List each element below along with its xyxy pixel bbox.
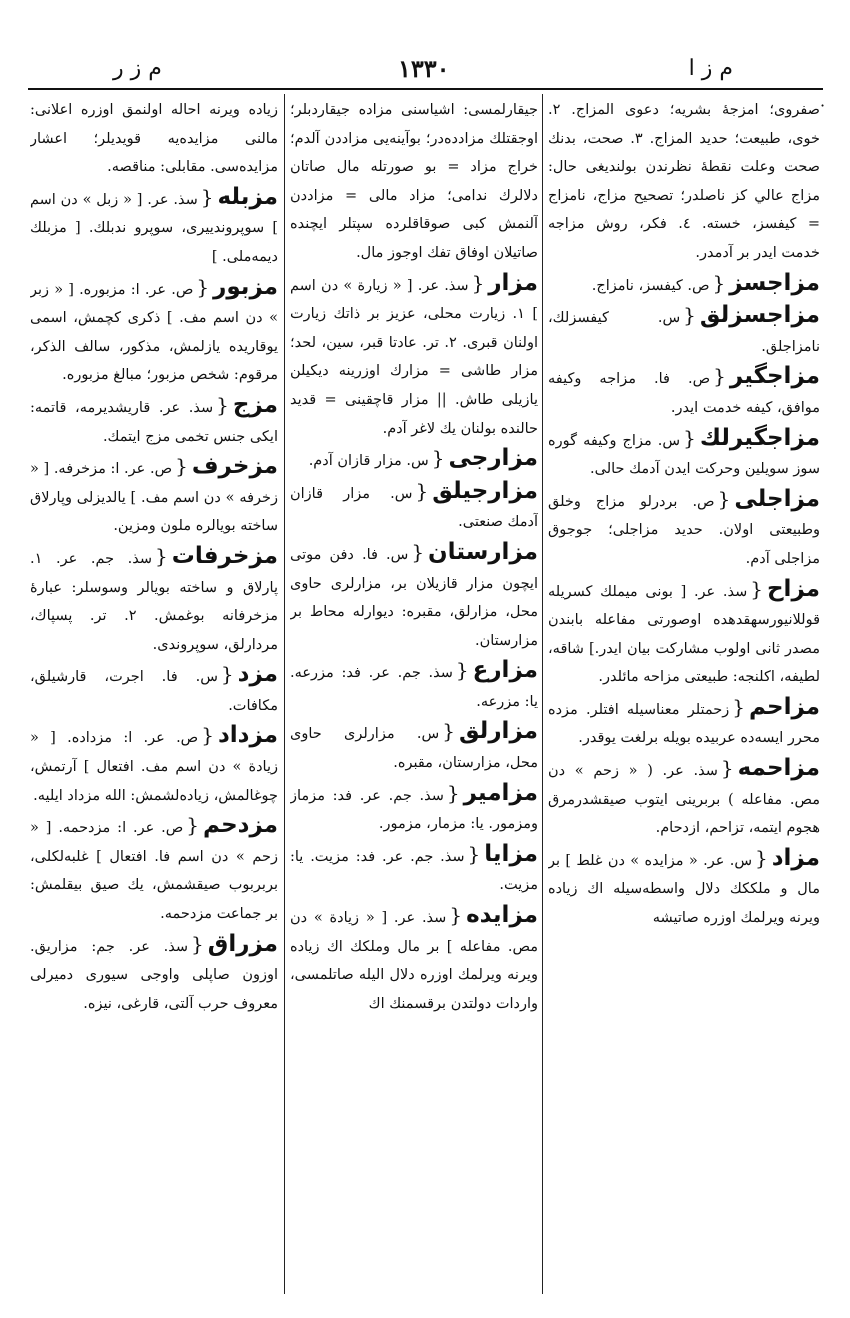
dictionary-entry [290, 269, 538, 444]
entry-definition: سذ. جم. عر. فد: مزيت. يا: مزيت. [290, 848, 538, 894]
entry-headword: مزاجگيرلك [699, 424, 820, 451]
page-header [28, 52, 823, 88]
entry-definition: سذ. عر. [ « زبل » دن اسم ] سوپروندييرى، سوپرو ندبلك. [ مزبلك ديمه‌ملى. ] [30, 191, 278, 265]
entry-definition: ص. بردرلو مزاج وخلق وطبيعتى اولان. حديد مزاجلى؛ جوجوق مزاجلى آدم. [548, 493, 820, 567]
entry-headword: مزارع [472, 657, 538, 684]
brace-mark: { [755, 845, 768, 870]
dictionary-entry [30, 452, 278, 541]
dictionary-entry [548, 575, 820, 692]
brace-mark: { [683, 303, 696, 328]
brace-mark: { [216, 392, 229, 417]
dictionary-entry [30, 811, 278, 928]
entry-headword: مزاح [766, 575, 820, 602]
brace-mark: { [175, 454, 188, 479]
dictionary-entry [548, 485, 820, 574]
dictionary-entry [30, 930, 278, 1019]
entry-headword: مزارجى [448, 445, 538, 472]
entry-definition: سذ. عر. قاريشديرمه، قاتمه: ايكى جنس تخمى مزج ايتمك. [30, 399, 278, 445]
brace-mark: { [411, 539, 425, 564]
entry-definition: س. مزار قازان آدمك صنعتى. [290, 485, 538, 531]
page-number: ١٣٣٠ [398, 54, 450, 83]
entry-headword: مزايا [484, 840, 538, 867]
entry-definition: ص. كيفسز، نامزاج. [591, 277, 710, 294]
entry-definition: س. مزاج وكيفه گوره سوز سويلين وحركت ايدن آدمك حالى. [548, 432, 820, 478]
brace-mark: { [186, 813, 200, 838]
dictionary-entry [548, 693, 820, 753]
header-rule [28, 88, 823, 90]
brace-mark: { [471, 270, 485, 295]
entry-definition: سذ. عر. [ بونى ميملك كسريله قوللانيورسهقدهده اوصورتى مفاعله بابندن مصدر ثانى اولوب مشاركت بيان ايدر.] شاقه، لطيفه، اكلنجه: طبيعتى مزاحه مائلدر. [548, 583, 820, 686]
brace-mark: { [220, 662, 234, 687]
entry-headword: مزد [237, 661, 278, 688]
brace-mark: { [712, 270, 726, 295]
column-divider [284, 94, 285, 1294]
brace-mark: { [155, 543, 168, 568]
dictionary-entry [548, 269, 820, 301]
entry-headword: مزارجيلق [432, 477, 538, 504]
dictionary-entry [548, 844, 820, 933]
dictionary-entry [30, 391, 278, 451]
entry-definition: زحمتلر معناسيله افتلر. مزده محرر ايسه‌ده عربيده بويله برلغت يوقدر. [548, 701, 820, 747]
entry-headword: مزراق [207, 930, 278, 957]
entry-definition: سذ. عر. [ « زيارة » دن اسم ] ١. زيارت محلى، عزيز بر ذاتك زيارت اولنان قبرى. ٢. تر. عادتا قبر، سين، لحد؛ مزار طاشى = مزارك اوزرينه ديكيلن يازيلى طاش. || مزار قاچقينى = قديد حالنده بولنان يك لاغر آدم. [290, 277, 538, 437]
brace-mark: { [442, 719, 455, 744]
entry-definition: سذ. جم. عر. فد: مزماز ومزمور. يا: مزمار، مزمور. [290, 787, 538, 833]
dictionary-entry [290, 444, 538, 476]
brace-mark: { [191, 931, 204, 956]
dictionary-column-right [548, 96, 820, 1306]
entry-definition: ص. عر. ا: مزداده. [ « زيادة » دن اسم مف. افتعال ] آرتمش، چوغالمش، زياده‌لشمش: الله مزداد ايليه. [30, 730, 278, 804]
dictionary-entry [30, 183, 278, 272]
entry-definition: س. مزارلرى حاوى محل، مزارستان، مقبره. [290, 726, 538, 772]
entry-headword: مزخرفات [171, 542, 278, 569]
entry-headword: مزاجلى [734, 485, 820, 512]
dictionary-entry [290, 717, 538, 777]
entry-headword: مزج [232, 391, 278, 418]
brace-mark: { [455, 658, 469, 683]
brace-mark: { [713, 364, 726, 389]
dictionary-entry [290, 840, 538, 900]
dictionary-entry [30, 542, 278, 659]
entry-definition: س. فا. اجرت، قارشيلق، مكافات. [30, 669, 278, 714]
dictionary-entry [30, 273, 278, 390]
header-left-letters: م ز ر [113, 56, 162, 81]
entry-definition: جيقارلمسى: اشياسنى مزاده جيقاردبلر؛ اوجقتلك مزادده‌در؛ بوآينه‌يى مزاددن آلدم؛ خراج مزاد = بو صورتله مال صاتان دلالرك ندامى؛ مزاد مالى = مزاددن آلنمش كبى صوقاقلرده سپتلر ايچنده صاتيلان اوفاق تفك اوجوز مال. [290, 102, 538, 261]
entry-definition: س. فا. دفن موتى ايچون مزار قازيلان بر، مزارلرى حاوى محل، مزارلق، مقبره: ديوارله محاط بر مزارستان. [290, 546, 538, 649]
entry-headword: مزاد [771, 844, 820, 871]
brace-mark: { [446, 780, 460, 805]
brace-mark: { [683, 425, 696, 450]
dictionary-entry [548, 754, 820, 843]
entry-definition: سذ. جم. عر. ١. پارلاق و ساخته بويالر وسوسلر: عبارهٔ مزخرفانه بوغمش. ٢. تر. پسپاك، مردارلق، سوپروندى. [30, 550, 278, 653]
entry-headword: مزامير [463, 779, 538, 806]
dictionary-entry [290, 538, 538, 655]
entry-headword: مزارلق [458, 718, 538, 745]
brace-mark: { [467, 841, 481, 866]
entry-definition: زياده ويرنه احاله اولنمق اوزره اعلانى: مالنى مزايده‌يه قويديلر؛ اعشار مزايده‌سى. مقابلى: مناقصه. [30, 102, 278, 176]
entry-definition: سذ. عر. ( « زحم » دن مص. مفاعله ) بربرينى ايتوب صيقشدرمرق هجوم ايتمه، تزاحم، ازدحام. [548, 763, 820, 837]
brace-mark: { [431, 446, 445, 471]
entry-definition: ص. فا. مزاجه وكيفه موافق، كيفه خدمت ايدر. [548, 371, 820, 416]
entry-headword: مزخرف [191, 453, 278, 480]
entry-headword: مزاحمه [737, 755, 820, 782]
entry-headword: مزاجسزلق [699, 302, 820, 329]
dictionary-column-left [30, 96, 278, 1306]
dictionary-entry [290, 901, 538, 1018]
dictionary-entry [290, 779, 538, 839]
entry-definition: صفروى؛ امزجهٔ بشريه؛ دعوى المزاج. ٢. خوى، طبيعت؛ حديد المزاج. ٣. صحت، بدنك صحت وعلت نقطهٔ نظرندن بولنديغى حال: مزاج عالي كز ناصلدر؛ تصحيح مزاج، نامزاج = كيفسز، خسته. ٤. فكر، روش مزاجه خدمت ايدر بر آدمدر. [548, 102, 820, 261]
brace-mark: { [750, 576, 763, 601]
entry-headword: مزارستان [428, 538, 538, 565]
entry-headword: مزاحم [748, 693, 820, 720]
dictionary-entry [30, 660, 278, 720]
entry-headword: مزدحم [203, 812, 278, 839]
entry-definition: سذ. عر. جم: مزاريق. اوزون صاپلى واوجى سيورى دميرلى معروف حرب آلتى، قارغى، نيزه. [30, 938, 278, 1012]
dictionary-entry [548, 362, 820, 422]
header-right-letters: م ز ا [688, 56, 733, 81]
entry-definition: س. عر. « مزايده » دن غلط ] بر مال و ملككك دلال واسطه‌سيله اك زياده ويرنه ويرلمك اوزره صاتيشه [548, 852, 820, 927]
entry-headword: مزاجسز [729, 269, 820, 296]
dictionary-entry [290, 477, 538, 537]
entry-headword: مزداد [217, 722, 278, 749]
dictionary-entry [548, 301, 820, 361]
entry-definition: ص. عر. ا: مزخرفه. [ « زخرفه » دن اسم مف. ] يالديزلى وپارلاق ساخته بويالره ملون ومزين. [30, 461, 278, 535]
entry-definition: س. كيفسزلك، نامزاجلق. [548, 310, 820, 355]
dictionary-entry [30, 721, 278, 810]
entry-definition: س. مزار قازان آدم. [308, 453, 429, 470]
entry-headword: مزاجگير [729, 363, 820, 390]
brace-mark: { [200, 184, 214, 209]
brace-mark: { [201, 723, 214, 748]
margin-mark: · [820, 96, 826, 115]
entry-headword: مزار [488, 269, 538, 296]
entry-definition: سذ. عر. [ « زيادة » دن مص. مفاعله ] بر مال وملكك اك زياده ويرنه ويرلمك اوزره دلال اليله صاتلمسى، واردات دولتدن برقسمنك اك [290, 910, 538, 1012]
entry-definition: ص. عر. ا: مزدحمه. [ « زحم » دن اسم فا. افتعال ] غلبه‌لكلى، بربربوب صيقشمش، يك صيق بيقلمش: بر جماعت مزدحمه. [30, 820, 278, 923]
brace-mark: { [415, 478, 429, 503]
column-divider [542, 94, 543, 1294]
brace-mark: { [720, 756, 734, 781]
entry-headword: مزبور [213, 273, 278, 300]
brace-mark: { [732, 694, 745, 719]
entry-definition: سذ. جم. عر. فد: مزرعه. يا: مزرعه. [290, 665, 538, 710]
brace-mark: { [196, 274, 210, 299]
dictionary-entry [30, 96, 278, 182]
entry-definition: ص. عر. ا: مزبوره. [ « زبر » دن اسم مف. ] ذكرى كچمش، اسمى يوقاريده يازلمش، مذكور، سالف الذكر، مرقوم: شخص مزبور؛ مبالغ مزبوره. [30, 281, 278, 384]
entry-headword: مزايده [466, 902, 538, 929]
dictionary-column-middle [290, 96, 538, 1306]
dictionary-entry [290, 656, 538, 716]
dictionary-entry [548, 96, 820, 268]
entry-headword: مزبله [217, 183, 278, 210]
dictionary-entry [290, 96, 538, 268]
brace-mark: { [449, 903, 463, 928]
brace-mark: { [717, 486, 731, 511]
dictionary-entry [548, 424, 820, 484]
